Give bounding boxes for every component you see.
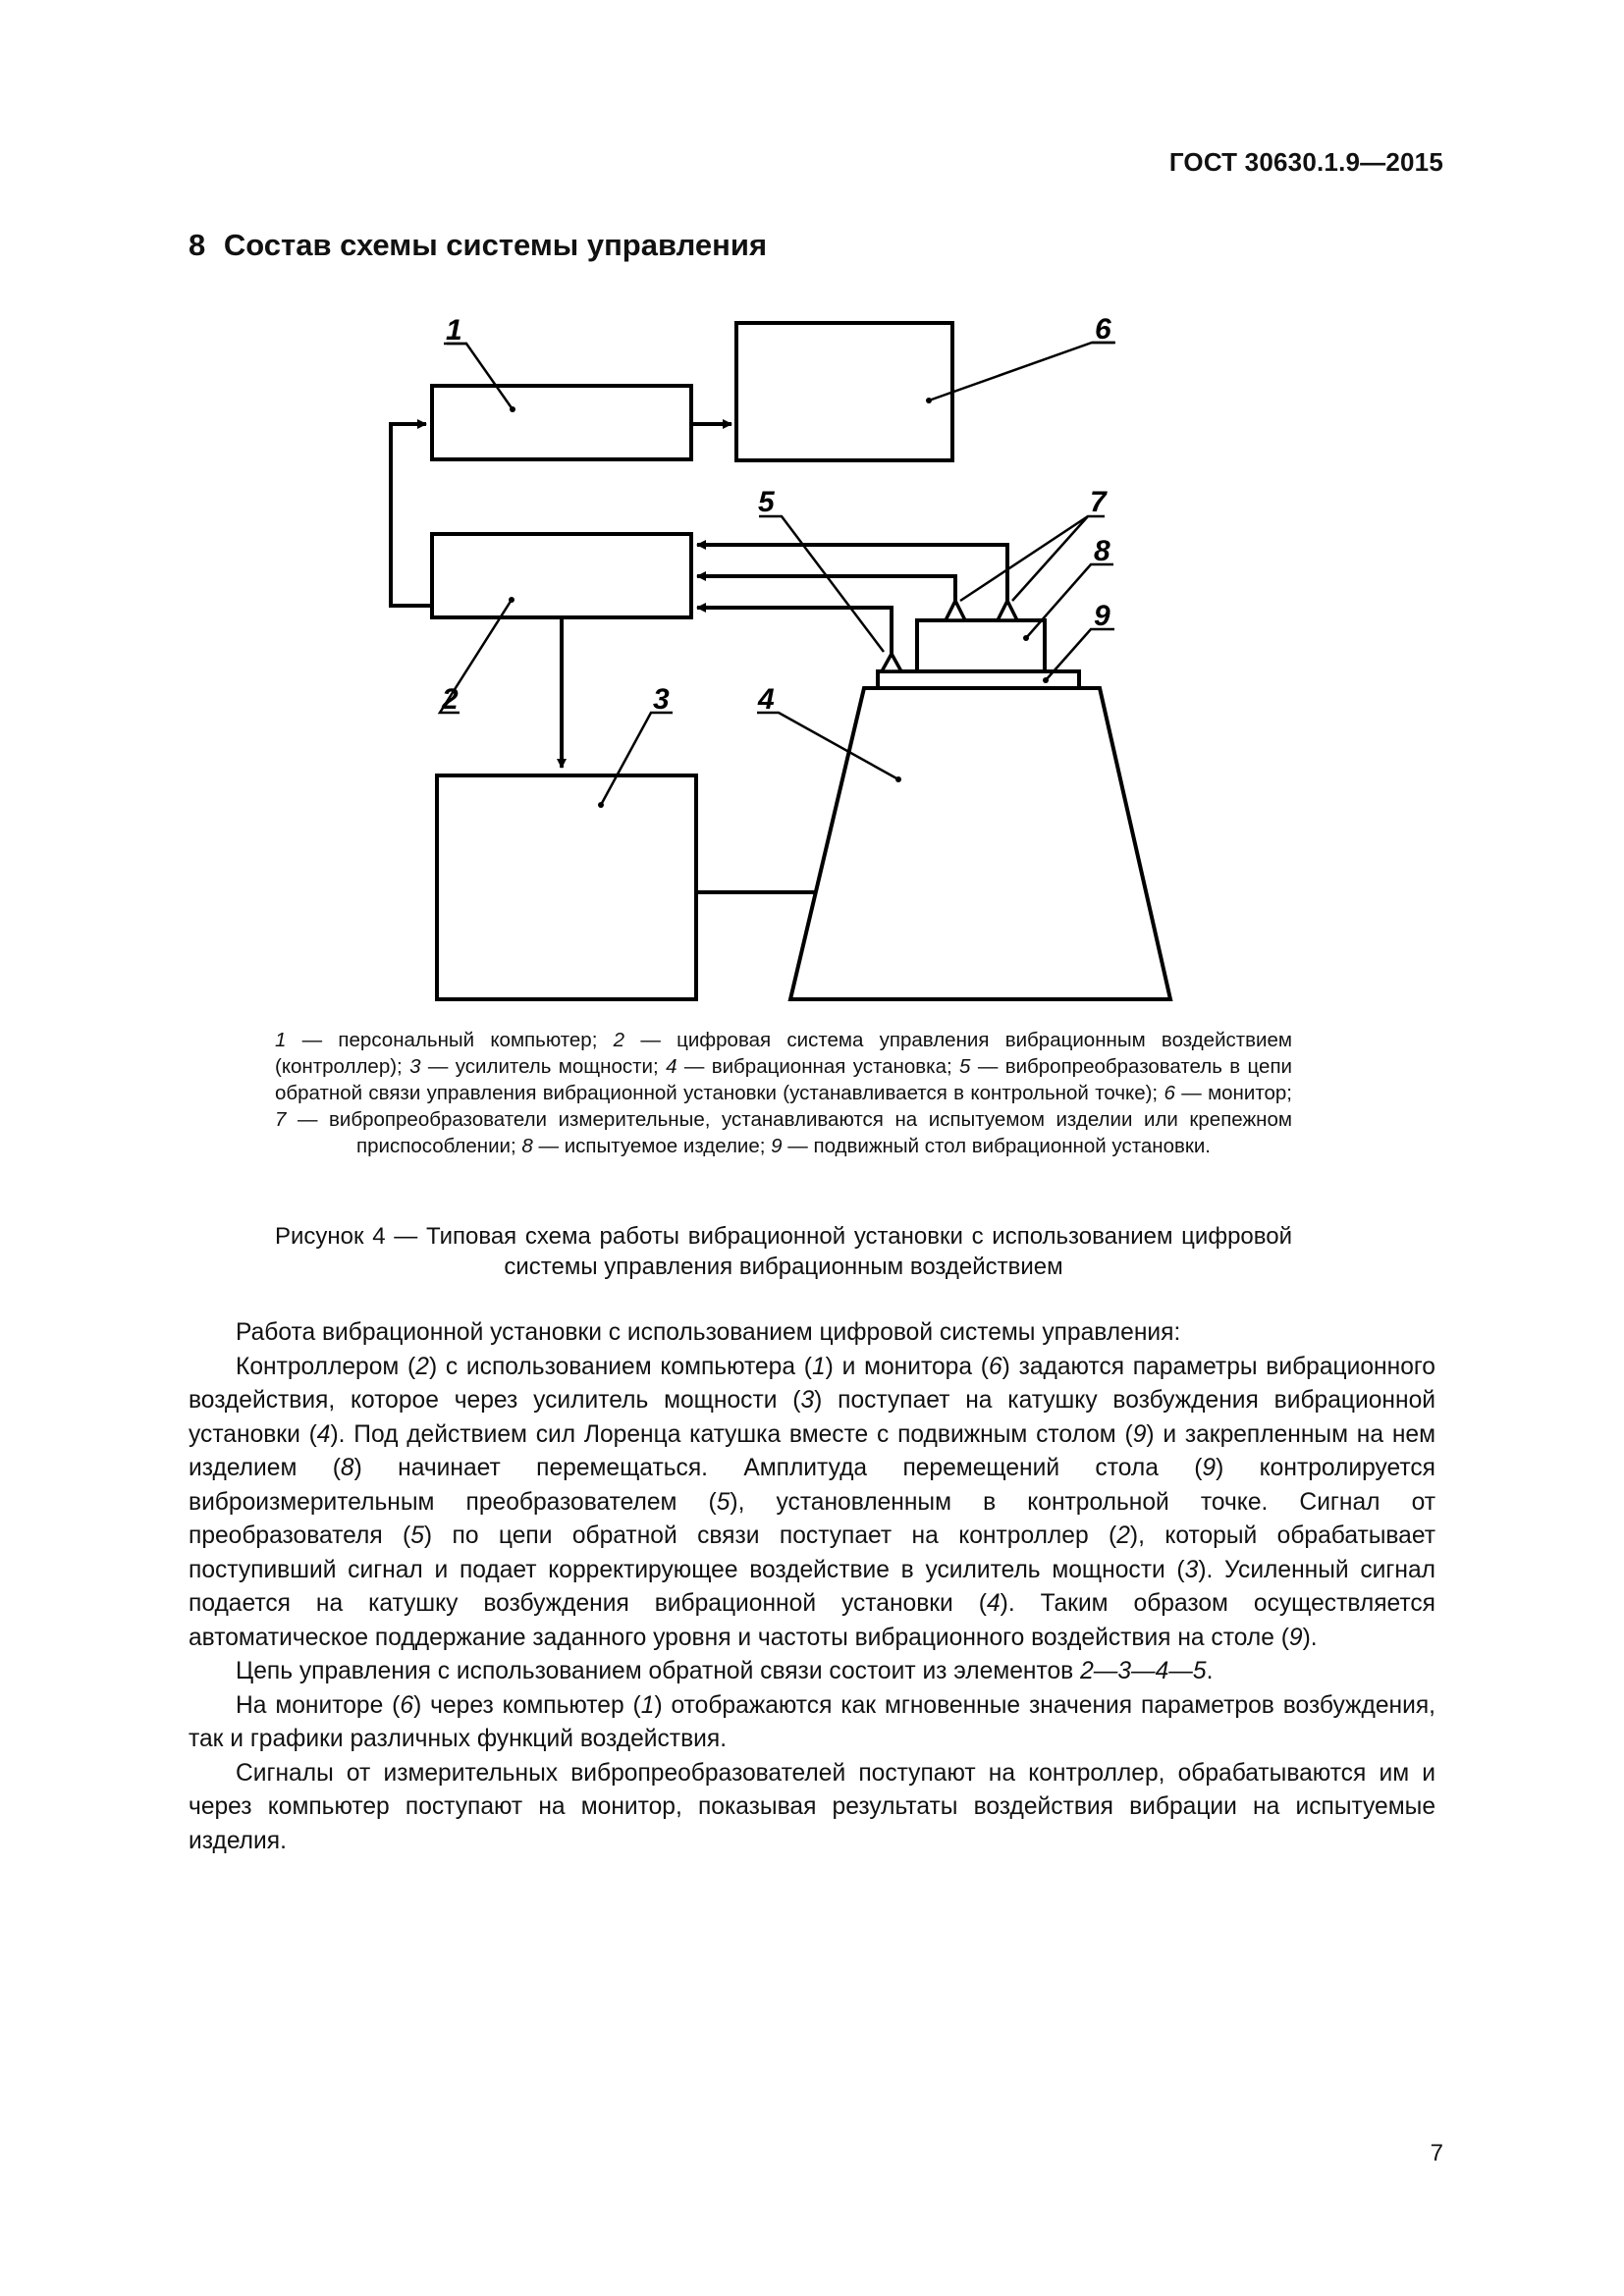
label-9: 9 (1094, 600, 1110, 632)
block-amplifier (437, 775, 696, 999)
leader-7 (960, 516, 1105, 601)
arrow-controller-to-computer (391, 424, 432, 606)
paragraph-3: Цепь управления с использованием обратной связи состоит из элементов 2—3—4—5. (236, 1658, 1214, 1684)
legend-item: 6 — монитор; (1164, 1082, 1292, 1104)
body-text (189, 1316, 1435, 1858)
leader-1 (447, 344, 513, 409)
label-3: 3 (653, 683, 670, 716)
legend-item: 4 — вибрационная установка; (666, 1055, 960, 1078)
legend-item: 9 — подвижный стол вибрационной установки. (771, 1135, 1211, 1157)
block-moving-table (878, 671, 1079, 688)
section-number: 8 (189, 228, 206, 262)
figure-caption: Рисунок 4 — Типовая схема работы вибрационной установки с использованием цифровой системы управления вибрационным воздействием (275, 1223, 1292, 1280)
paragraph-2: Контроллером (2) с использованием компьютера (1) и монитора (6) задаются параметры вибрационного воздействия, которое через усилитель мощности (3) поступает на катушку возбуждения вибрационной установки (4). Под действием сил Лоренца катушка вместе с подвижным столом (9) и закрепленным на нем изделием (8) начинает перемещаться. Амплитуда перемещений стола (9) контролируется виброизмерительным преобразователем (5), установленным в контрольной точке. Сигнал от преобразователя (5) по цепи обратной связи поступает на контроллер (2), который обрабатывает поступивший сигнал и подает корректирующее воздействие в усилитель мощности (3). Усиленный сигнал подается на катушку возбуждения вибрационной установки (4). Таким образом осуществляется автоматическое поддержание заданного уровня и частоты вибрационного воздействия на столе (9). (189, 1353, 1435, 1651)
leader-6 (929, 343, 1114, 400)
block-computer (432, 386, 691, 459)
label-7: 7 (1090, 486, 1107, 518)
leader-5 (759, 516, 884, 652)
label-4: 4 (758, 683, 775, 716)
leader-3 (601, 713, 673, 805)
sensor-measuring-7a (946, 601, 965, 620)
figure-legend (275, 1027, 1292, 1159)
legend-item: 3 — усилитель мощности; (409, 1055, 667, 1078)
legend-item: 7 — вибропреобразователи измерительные, устанавливаются на испытуемом изделии или крепежном приспособлении; (275, 1108, 1292, 1157)
paragraph-4: На мониторе (6) через компьютер (1) отображаются как мгновенные значения параметров возбуждения, так и графики различных функций воздействия. (189, 1691, 1435, 1752)
section-title-text: Состав схемы системы управления (223, 228, 768, 262)
signal-sensor7b-to-controller (697, 545, 1007, 601)
vibration-system-diagram (0, 0, 1624, 1021)
legend-item: 2 — цифровая система управления вибрационным воздействием (контроллер); (275, 1029, 1292, 1078)
signal-sensor5-to-controller (697, 608, 892, 654)
legend-item: 5 — вибропреобразователь в цепи обратной связи управления вибрационной установки (устанавливается в контрольной точке); (275, 1055, 1293, 1104)
label-8: 8 (1094, 535, 1110, 567)
block-monitor (736, 323, 952, 460)
label-2: 2 (442, 683, 459, 716)
label-5: 5 (758, 486, 775, 518)
paragraph-1: Работа вибрационной установки с использованием цифровой системы управления: (236, 1319, 1181, 1346)
sensor-feedback-5 (882, 654, 901, 671)
block-vibration-stand (790, 688, 1170, 999)
label-1: 1 (446, 314, 462, 347)
legend-item: 8 — испытуемое изделие; (521, 1135, 772, 1157)
sensor-measuring-7b (998, 601, 1017, 620)
block-controller (432, 534, 691, 617)
signal-sensor7a-to-controller (697, 576, 955, 601)
legend-item: 1 — персональный компьютер; (275, 1029, 614, 1051)
page-number: 7 (1430, 2140, 1443, 2166)
label-6: 6 (1095, 313, 1111, 346)
paragraph-5: Сигналы от измерительных вибропреобразователей поступают на контроллер, обрабатываются им и через компьютер поступают на монитор, показывая результаты воздействия вибрации на испытуемые изделия. (189, 1759, 1435, 1854)
block-test-item (917, 620, 1045, 671)
document-header: ГОСТ 30630.1.9—2015 (1168, 147, 1443, 177)
leader-4 (757, 713, 898, 779)
